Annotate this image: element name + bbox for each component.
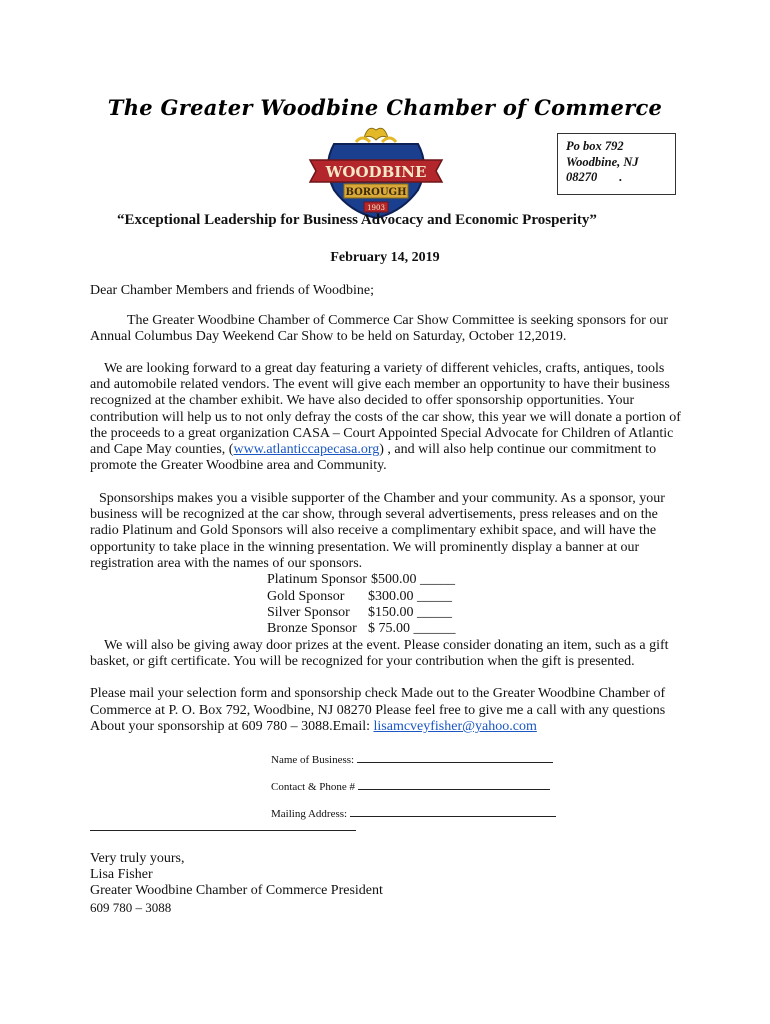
address-box	[557, 133, 676, 195]
paragraph-line: business will be recognized at the car show, through several advertisements, press releases and on the	[90, 507, 658, 522]
email-link[interactable]: lisamcveyfisher@yahoo.com	[373, 719, 537, 734]
page-title: The Greater Woodbine Chamber of Commerce	[107, 95, 663, 120]
paragraph-line: Annual Columbus Day Weekend Car Show to be held on Saturday, October 12,2019.	[90, 329, 567, 344]
paragraph-line: contribution will help us to not only defray the costs of the car show, this year we will donate a portion of	[90, 410, 681, 425]
greeting: Dear Chamber Members and friends of Woodbine;	[90, 283, 374, 298]
paragraph-line: Please mail your selection form and sponsorship check Made out to the Greater Woodbine Chamber of	[90, 686, 666, 701]
slogan: “Exceptional Leadership for Business Advocacy and Economic Prosperity”	[117, 212, 597, 228]
divider	[90, 830, 356, 831]
paragraph-line: promote the Greater Woodbine area and Community.	[90, 458, 387, 473]
paragraph-line: opportunity to take place in the winning presentation. We will prominently display a banner at our	[90, 540, 640, 555]
paragraph-line: We are looking forward to a great day featuring a variety of different vehicles, crafts, antiques, tools	[104, 361, 665, 376]
sponsor-tier-bronze: Bronze Sponsor $ 75.00 ______	[267, 621, 456, 636]
paragraph-line: the proceeds to a great organization CASA – Court Appointed Special Advocate for Children of Atlantic	[90, 426, 674, 441]
woodbine-borough-logo	[306, 120, 446, 220]
paragraph-line: basket, or gift certificate. You will be recognized for your contribution when the gift is presented.	[90, 654, 635, 669]
paragraph-line: The Greater Woodbine Chamber of Commerce Car Show Committee is seeking sponsors for our	[127, 313, 668, 328]
sponsor-tier-gold: Gold Sponsor $300.00 _____	[267, 589, 452, 604]
signer-title: Greater Woodbine Chamber of Commerce President	[90, 883, 383, 898]
logo-year-text: 1903	[367, 204, 385, 212]
address-line: Po box 792	[566, 139, 624, 153]
paragraph-line: and automobile related vendors. The event will give each member an opportunity to have their business	[90, 377, 670, 392]
letter-date: February 14, 2019	[330, 250, 440, 265]
sponsor-tier-platinum: Platinum Sponsor $500.00 _____	[267, 572, 455, 587]
address-line: 08270 .	[566, 170, 623, 184]
paragraph-line: About your sponsorship at 609 780 – 3088.Email: lisamcveyfisher@yahoo.com	[90, 719, 537, 734]
logo-subtitle-text: BOROUGH	[345, 187, 407, 198]
paragraph-line: registration area with the names of our sponsors.	[90, 556, 363, 571]
paragraph-line: Sponsorships makes you a visible supporter of the Chamber and your community. As a sponsor, your	[99, 491, 665, 506]
paragraph-line: Commerce at P. O. Box 792, Woodbine, NJ 08270 Please feel free to give me a call with any questions	[90, 703, 666, 718]
paragraph-line: recognized at the chamber exhibit. We have also decided to offer sponsorship opportunities. Your	[90, 393, 635, 408]
paragraph-line: and Cape May counties, (www.atlanticcapecasa.org) , and will also help continue our commitment to	[90, 442, 657, 457]
address-line: Woodbine, NJ	[566, 154, 639, 169]
paragraph-line: radio Platinum and Gold Sponsors will also receive a complimentary exhibit space, and will have the	[90, 523, 657, 538]
paragraph-line: We will also be giving away door prizes at the event. Please consider donating an item, such as a gift	[104, 638, 669, 653]
casa-link[interactable]: www.atlanticcapecasa.org	[233, 442, 380, 457]
business-name-field[interactable]: Name of Business:	[271, 754, 553, 766]
mailing-address-field[interactable]: Mailing Address:	[271, 808, 556, 820]
valediction: Very truly yours,	[90, 851, 185, 866]
sponsor-tier-silver: Silver Sponsor $150.00 _____	[267, 605, 452, 620]
signer-phone: 609 780 – 3088	[90, 900, 172, 915]
contact-phone-field[interactable]: Contact & Phone #	[271, 781, 550, 793]
logo-name-text: WOODBINE	[325, 163, 427, 181]
signer-name: Lisa Fisher	[90, 867, 153, 882]
